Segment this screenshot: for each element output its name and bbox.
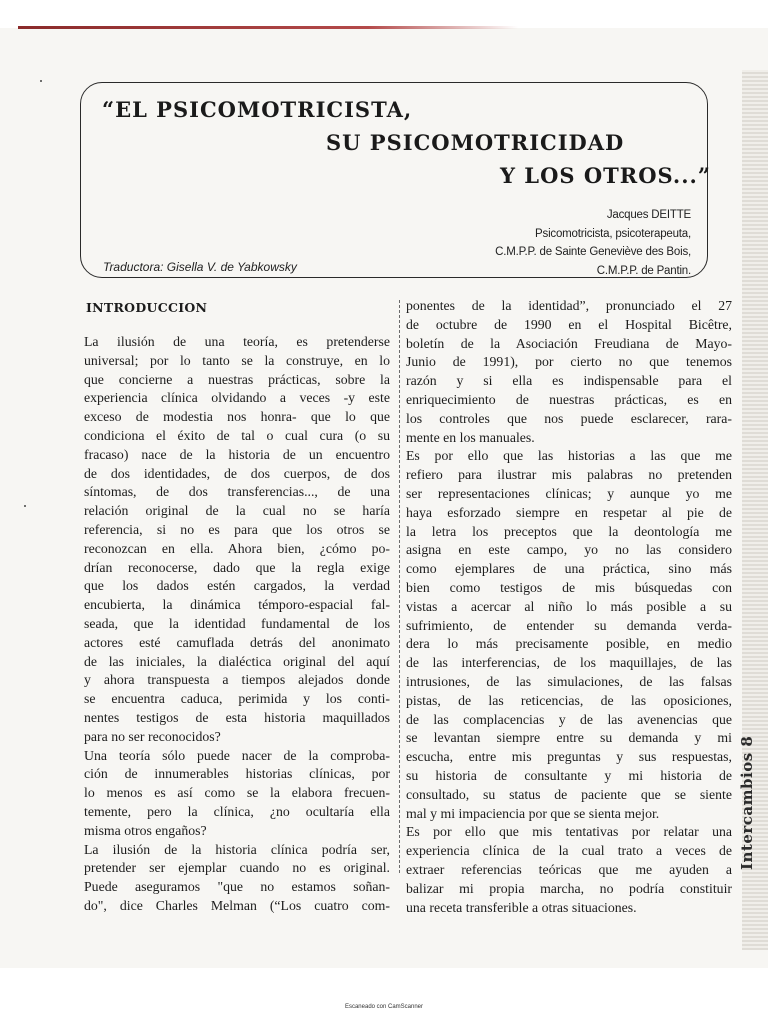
text-line: La ilusión de una teoría, es pretenderse (84, 334, 390, 349)
text-line: y ahora transpuesta a tiempos alejados donde (84, 672, 390, 688)
text-line: razón y si ella es indispensable para el (406, 373, 732, 389)
text-line: referencia, si no es para que los otros se (84, 521, 390, 537)
text-line: dera lo más precisamente posible, en medio (406, 636, 732, 652)
text-line: para no ser reconocidos? (84, 728, 221, 744)
translator-credit: Traductora: Gisella V. de Yabkowsky (103, 260, 297, 274)
text-line: condiciona el éxito de tal o cual cura (o su (84, 427, 390, 443)
text-line: de dos identidades, de dos cuerpos, de dos (84, 465, 390, 481)
text-line: fracaso) nace de la historia de un encuentro (84, 446, 390, 462)
right-column (406, 297, 732, 917)
text-line: temente, pero la clínica, ¿no ocultaría ella (84, 803, 390, 819)
text-line: boletín de la Asociación Freudiana de Mayo- (406, 335, 732, 351)
text-line: lo menos es así como se la elabora frecuen- (84, 785, 390, 801)
text-line: Es por ello que mis tentativas por relatar una (406, 824, 732, 840)
top-rule (18, 26, 518, 29)
text-line: mal y mi impaciencia por que se sienta mejor. (406, 805, 660, 821)
text-line: una receta transferible a otras situaciones. (406, 899, 637, 915)
text-line: drían reconocerse, dado que la regla exige (84, 559, 390, 575)
text-line: refiero para ilustrar mis palabras no pretenden (406, 467, 732, 483)
text-line: de las complacencias y de las avenencias que (406, 711, 732, 727)
text-line: síntomas, de dos transferencias..., de una (84, 484, 390, 500)
text-line: enriquecimiento de nuestras prácticas, es en (406, 391, 732, 407)
title-line-2: SU PSICOMOTRICIDAD (326, 130, 625, 155)
text-line: que los dados estén cargados, la verdad (84, 578, 390, 594)
title-line-1: “EL PSICOMOTRICISTA, (102, 97, 413, 122)
text-line: vistas a acercar al niño lo más posible a su (406, 598, 732, 614)
text-line: La ilusión de la historia clínica podría ser, (84, 841, 390, 857)
text-line: pretender ser ejemplar cuando no es original. (84, 860, 390, 876)
text-line: seada, que la identidad fundamental de los (84, 615, 390, 631)
text-line: experiencia clínica de la cual trato a veces de (406, 843, 732, 859)
text-line: la letra los preceptos que la deontología me (406, 523, 732, 539)
text-line: consultado, su status de paciente que se siente (406, 786, 732, 802)
scan-speck (40, 80, 42, 82)
left-column (84, 333, 390, 916)
text-line: intrusiones, de las simulaciones, de las falsas (406, 673, 732, 689)
text-line: Una teoría sólo puede nacer de la comproba- (84, 747, 390, 763)
text-line: misma otros engaños? (84, 822, 207, 838)
text-line: haya esforzado siempre en respetar al pie de (406, 504, 732, 520)
text-line: ponentes de la identidad”, pronunciado el 27 (406, 298, 732, 313)
scan-speck (24, 505, 26, 507)
author-affiliation-2: C.M.P.P. de Pantin. (596, 264, 691, 277)
text-line: do", dice Charles Melman (“Los cuatro com- (84, 897, 390, 913)
text-line: sufrimiento, de entender su demanda verda- (406, 617, 732, 633)
text-line: actores esté camuflada detrás del anonimato (84, 634, 390, 650)
author-block (495, 206, 691, 280)
text-line: de octubre de 1990 en el Hospital Bicêtre, (406, 316, 732, 332)
column-divider (399, 300, 400, 875)
text-line: se levantan siempre entre su demanda y mi (406, 730, 732, 746)
text-line: de las iniciales, la dialéctica original del aquí (84, 653, 390, 669)
journal-side-label: Intercambios 8 (738, 735, 756, 870)
text-line: exceso de modestia nos honra- que lo que (84, 409, 390, 425)
text-line: Es por ello que las historias a las que me (406, 448, 732, 464)
text-line: como ejemplares de una práctica, sino más (406, 561, 732, 577)
text-line: experiencia clínica olvidando a veces -y este (84, 390, 390, 406)
text-line: ción de innumerables historias clínicas, por (84, 766, 390, 782)
text-line: nentes testigos de esta historia maquillados (84, 709, 390, 725)
text-line: Puede aseguramos "que no estamos soñan- (84, 879, 390, 895)
text-line: que concierne a nuestras prácticas, sobre la (84, 371, 390, 387)
author-affiliation-1: C.M.P.P. de Sainte Geneviève des Bois, (495, 246, 691, 258)
title-line-3: Y LOS OTROS...” (500, 163, 711, 188)
text-line: ser representaciones clínicas; y aunque yo me (406, 485, 732, 501)
text-line: pistas, de las reticencias, de las oposiciones, (406, 692, 732, 708)
text-line: asigna en este campo, yo no las considero (406, 542, 732, 558)
author-role: Psicomotricista, psicoterapeuta, (535, 227, 691, 240)
text-line: bien como testigos de mis búsquedas con (406, 579, 732, 595)
text-line: Junio de 1991), por cierto no que tenemos (406, 354, 732, 370)
text-line: relación original de la cual no se haría (84, 503, 390, 519)
text-line: encubierta, la dinámica témporo-espacial fal- (84, 597, 390, 613)
text-line: de las interferencias, de los maquillajes, de las (406, 655, 732, 671)
text-line: extraer referencias teóricas que me ayuden a (406, 861, 732, 877)
text-line: escucha, entre mis preguntas y sus respuestas, (406, 749, 732, 765)
scanner-footer: Escaneado con CamScanner (344, 1004, 424, 1010)
text-line: los controles que nos puede esclarecer, rara- (406, 410, 732, 426)
text-line: balizar mi propia marcha, no podría constituir (406, 880, 732, 896)
text-line: universal; por lo tanto se la construye, en lo (84, 352, 390, 368)
author-name: Jacques DEITTE (606, 209, 691, 221)
text-line: su historia de consultante y mi historia de (406, 767, 732, 783)
text-line: se encuentra caduca, perimida y los conti- (84, 691, 390, 707)
section-heading: INTRODUCCION (86, 300, 208, 315)
text-line: mente en los manuales. (406, 429, 535, 445)
text-line: reconozcan en ella. Ahora bien, ¿cómo po- (84, 540, 390, 556)
